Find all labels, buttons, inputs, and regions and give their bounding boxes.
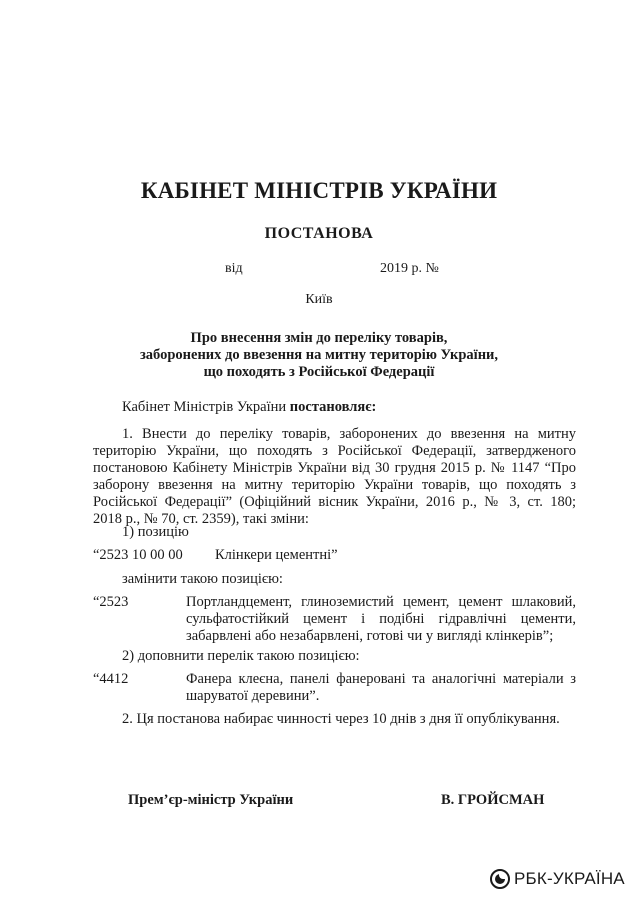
rbk-logo-icon (490, 869, 510, 889)
heading-line: Про внесення змін до переліку товарів, (190, 330, 448, 346)
item-2-paragraph: 2. Ця постанова набирає чинності через 10 днів з дня її опублікування. (122, 711, 560, 727)
watermark-text: РБК-УКРАЇНА (514, 869, 625, 888)
code-description-line: шаруватої деревини”. (186, 688, 320, 704)
item-1-line: постановою Кабінету Міністрів України від 30 грудня 2015 р. № 1147 “Про (93, 460, 576, 476)
resolution-heading (0, 330, 638, 381)
position-label: 1) позицію (122, 524, 189, 540)
heading-line: заборонених до ввезення на митну територію України, (139, 347, 499, 363)
code-description-line: забарвлені або незабарвлені, готові чи у вигляді клінкерів”; (186, 628, 554, 644)
document-title: КАБІНЕТ МІНІСТРІВ УКРАЇНИ (140, 178, 498, 203)
item-1-line: 1. Внести до переліку товарів, заборонених до ввезення на митну (122, 426, 576, 442)
place-of-issue: Київ (305, 292, 333, 307)
add-label: 2) доповнити перелік такою позицією: (122, 648, 360, 664)
resolve-keyword: постановляє: (289, 399, 377, 415)
signature-title: Прем’єр-міністр України (128, 792, 294, 808)
watermark-logo (490, 868, 625, 890)
signature-name: В. ГРОЙСМАН (441, 792, 545, 808)
date-prefix: від (225, 261, 243, 276)
code-number: “2523 (93, 594, 129, 610)
code-description (186, 594, 576, 645)
item-1-line: заборону ввезення на митну територію України товарів, що походять з (93, 477, 576, 493)
code-description-line: Портландцемент, глиноземистий цемент, цемент шлаковий, (186, 594, 576, 610)
code-number: “2523 10 00 00 (93, 547, 183, 563)
heading-line: що походять з Російської Федерації (203, 364, 435, 380)
date-row (0, 261, 638, 281)
resolve-prefix: Кабінет Міністрів України (122, 399, 290, 415)
code-description-line: сульфатостійкий цемент і подібні гідравлічні цементи, (186, 611, 576, 627)
document-type: ПОСТАНОВА (264, 225, 374, 242)
code-description (186, 671, 576, 705)
date-year: 2019 р. № (380, 261, 439, 276)
code-description-line: Фанера клеєна, панелі фанеровані та аналогічні матеріали з (186, 671, 576, 687)
item-1-line: територію України, що походять з Російської Федерації, затвердженого (93, 443, 576, 459)
replace-label: замінити такою позицією: (122, 571, 283, 587)
item-1-line: Російської Федерації” (Офіційний вісник України, 2016 р., № 3, ст. 180; (93, 494, 576, 510)
item-1-paragraph (93, 426, 576, 528)
code-number: “4412 (93, 671, 129, 687)
resolve-paragraph (122, 399, 376, 416)
item-1-line: 2018 р., № 70, ст. 2359), такі зміни: (93, 511, 309, 527)
code-description: Клінкери цементні” (215, 547, 338, 563)
